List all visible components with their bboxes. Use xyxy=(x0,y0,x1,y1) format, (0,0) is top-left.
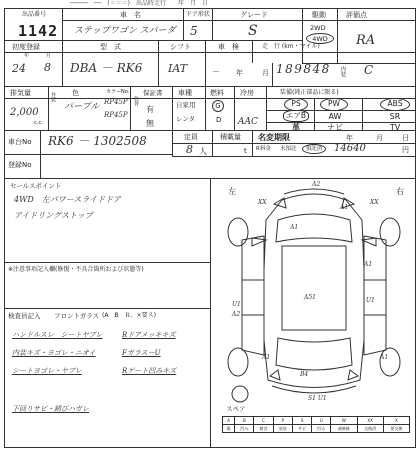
damage-mark: A51 xyxy=(304,294,316,301)
interior-value: C xyxy=(364,63,374,77)
warranty-label: 保証書 xyxy=(143,89,163,97)
equip-aw: AW xyxy=(328,112,342,121)
interior-label: 内装 xyxy=(339,66,346,77)
equip-airbag: エアB xyxy=(283,110,309,122)
legend-code: W xyxy=(331,417,357,425)
damage-mark: A1 xyxy=(262,354,271,361)
warranty-yes: 有 xyxy=(146,105,154,114)
equip-pw: PW xyxy=(320,98,348,111)
legend-code: C xyxy=(254,417,273,425)
equipment-label: 装備(純正部品に限る) xyxy=(280,89,339,96)
fuel-diesel: D xyxy=(216,116,222,124)
damage-mark: A1 xyxy=(364,261,373,268)
legend-meaning: 補修跡 xyxy=(331,425,357,433)
damage-mark: XX xyxy=(258,199,267,206)
damage-mark: U1 xyxy=(366,297,375,304)
legend-meaning: 要交換 xyxy=(383,425,409,433)
use-rental: レンタ xyxy=(176,115,196,123)
color-no-label: カラーNo. xyxy=(106,89,130,95)
recycle-paid: 預託済 xyxy=(302,144,326,154)
color-no-value: RP45P xyxy=(104,98,128,106)
doors-col-label: ドア形状 xyxy=(186,11,210,18)
np-day: 日 xyxy=(402,134,409,142)
legend-meaning: 凹み xyxy=(312,425,331,433)
np-year: 年 xyxy=(346,134,353,142)
damage-mark: S1 U1 xyxy=(308,395,327,402)
remark-4: Fガラス－U xyxy=(122,349,161,357)
inspect-year: 年 xyxy=(236,69,243,77)
legend-code: X xyxy=(383,417,409,425)
type-code: DBA － RK6 xyxy=(70,61,143,75)
legend-meaning: 傷 xyxy=(223,425,235,433)
remark-3: 内装キズ・ヨゴレ・ニオイ xyxy=(12,349,96,357)
shift-label: シフト xyxy=(170,43,191,51)
equip-sr: SR xyxy=(389,112,401,121)
mileage-label: 走 行 (km・マイル) xyxy=(262,43,320,50)
type-label: 型 式 xyxy=(100,43,121,51)
shift-value: IAT xyxy=(168,62,188,75)
inspector-title: 検査員記入 xyxy=(8,312,41,320)
remark-7: 下回りサビ・錆びハガレ xyxy=(12,405,89,413)
selling-points-title: セールスポイント xyxy=(10,182,62,190)
recycle-unpaid: 未預託 xyxy=(280,146,297,152)
recycle-amount: 14640 xyxy=(334,143,366,154)
name-period-label: 名変期限 xyxy=(258,133,290,142)
score-value: RA xyxy=(356,33,376,48)
vin-value: RK6 － 1302508 xyxy=(48,134,147,148)
first-reg-month-label: 月 xyxy=(46,53,52,59)
drive-col-label: 駆動 xyxy=(312,11,326,19)
car-label: 車種 xyxy=(178,89,192,97)
vin-label: 車台No xyxy=(8,138,32,146)
cooling-label: 冷房 xyxy=(240,89,254,97)
fuel-gasoline: G xyxy=(212,100,224,112)
load-label: 積載量 xyxy=(220,133,241,141)
equip-abs: ABS xyxy=(380,98,410,111)
first-reg-year-label: 年 xyxy=(24,53,30,59)
equip-tv: TV xyxy=(389,123,401,132)
damage-mark: B4 xyxy=(300,371,309,378)
model-name: ステップワゴン スパーダ xyxy=(74,26,176,36)
equip-navi: ナビ xyxy=(327,123,343,132)
first-reg-era: 24 xyxy=(12,62,26,75)
capacity-label: 定員 xyxy=(184,133,198,141)
legend-meaning: 交換済 xyxy=(357,425,383,433)
equip-leather: 革 xyxy=(292,123,300,132)
first-reg-label: 初度登録 xyxy=(12,43,40,51)
glass-codes: (A B Ｒ、×要ス) xyxy=(102,312,156,319)
damage-legend xyxy=(222,416,410,433)
warranty-no: 無 xyxy=(146,119,154,128)
drive-2wd: 2WD xyxy=(310,24,326,32)
damage-mark: A2 xyxy=(312,181,321,188)
lot-label: 出品番号 xyxy=(22,11,47,18)
displacement-label: 排気量 xyxy=(10,89,31,97)
recycle-label: R料金 xyxy=(256,146,271,152)
load-unit: t xyxy=(244,147,247,155)
notes-title: ※注意事項記入欄(修復・不具合箇所および状態等) xyxy=(8,266,144,273)
color-change-label: 色替 xyxy=(133,96,139,106)
color-value: パープル xyxy=(64,102,100,112)
legend-code: S xyxy=(292,417,311,425)
lot-number: 1142 xyxy=(18,22,59,40)
legend-code: U xyxy=(312,417,331,425)
score-col-label: 評価点 xyxy=(346,11,367,19)
legend-meaning: サビ xyxy=(292,425,311,433)
first-reg-month: 8 xyxy=(44,61,51,74)
inspect-month: 月 xyxy=(262,69,269,77)
doors-value: 5 xyxy=(190,24,198,38)
remark-2: Rドアメッキキズ xyxy=(122,331,176,339)
inspect-dash: － xyxy=(212,67,220,76)
glass-label: フロントガラス xyxy=(54,312,100,320)
remark-6: Rゲート凹みキズ xyxy=(122,367,177,375)
color-label: 色 xyxy=(72,89,79,97)
aircon-value: AAC xyxy=(238,117,258,127)
diagram-left-label: 左 xyxy=(228,187,236,196)
legend-code: B xyxy=(235,417,254,425)
displacement-cc: c.c. xyxy=(34,120,43,126)
color-no-value-2: RP45P xyxy=(104,111,128,119)
inspection-label: 車 検 xyxy=(218,43,239,51)
top-banner: ───── ── (＝＝＝) 出品時走行 年 月 日 xyxy=(70,0,208,7)
damage-mark: U1 xyxy=(232,301,241,308)
selling-point-2: アイドリングストップ xyxy=(14,211,93,220)
use-private: 自家用 xyxy=(176,101,196,109)
recycle-yen: 円 xyxy=(402,146,409,154)
capacity-unit: 人 xyxy=(199,147,207,156)
damage-mark: A1 xyxy=(290,224,299,231)
grade-col-label: グレード xyxy=(240,11,268,19)
remark-5: シートヨゴレ・ヤブレ xyxy=(12,367,82,375)
damage-mark: A1 xyxy=(380,354,389,361)
model-col-label: 車 名 xyxy=(120,11,141,19)
equip-ps: PS xyxy=(284,98,308,111)
diagram-right-label: 右 xyxy=(396,187,404,196)
mileage-value: 189848 xyxy=(276,62,331,76)
np-month: 月 xyxy=(376,134,383,142)
drive-4wd: 4WD xyxy=(306,33,334,44)
damage-mark: A1 xyxy=(340,204,349,211)
legend-code: A xyxy=(223,417,235,425)
selling-point-1: 4WD 左パワースライドドア xyxy=(14,195,121,204)
legend-meaning: 腐食 xyxy=(254,425,273,433)
displacement-value: 2,000 xyxy=(10,107,39,118)
legend-meaning: 凹み xyxy=(235,425,254,433)
fuel-label: 燃料 xyxy=(210,89,224,97)
grade-value: S xyxy=(248,23,258,39)
damage-mark: A2 xyxy=(232,311,241,318)
legend-code: XX xyxy=(357,417,383,425)
reg-label: 登録No xyxy=(8,161,32,169)
legend-code: P xyxy=(273,417,292,425)
outer-label: 外装 xyxy=(50,92,56,102)
damage-mark: XX xyxy=(370,199,379,206)
capacity-value: 8 xyxy=(186,143,193,156)
remark-1: ハンドルスレ シートヤブレ xyxy=(12,331,103,339)
spare-label: スペア xyxy=(226,405,246,413)
legend-meaning: 塗装 xyxy=(273,425,292,433)
